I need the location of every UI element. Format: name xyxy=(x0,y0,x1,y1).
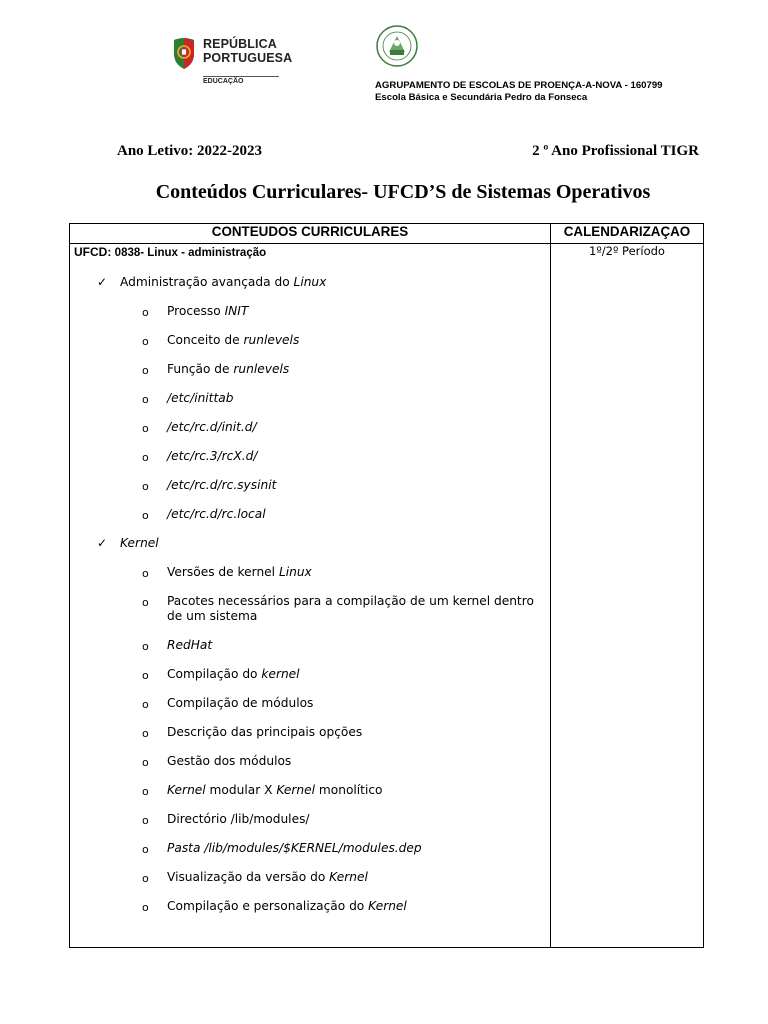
school-seal-icon xyxy=(375,24,419,68)
header-calendar: CALENDARIZAÇAO xyxy=(551,224,704,244)
circle-bullet-icon: o xyxy=(142,509,149,522)
section-title: ✓ Administração avançada do Linux xyxy=(97,275,327,289)
list-item: o Visualização da versão do Kernel xyxy=(142,870,368,885)
header-contents: CONTEUDOS CURRICULARES xyxy=(70,224,551,244)
ufcd-title: UFCD: 0838- Linux - administração xyxy=(74,245,267,259)
list-item: o /etc/rc.3/rcX.d/ xyxy=(142,449,258,464)
circle-bullet-icon: o xyxy=(142,567,149,580)
circle-bullet-icon: o xyxy=(142,669,149,682)
circle-bullet-icon: o xyxy=(142,901,149,914)
school-name: Escola Básica e Secundária Pedro da Fonseca xyxy=(375,92,588,103)
circle-bullet-icon: o xyxy=(142,727,149,740)
circle-bullet-icon: o xyxy=(142,364,149,377)
table-header-row xyxy=(70,224,704,244)
circle-bullet-icon: o xyxy=(142,785,149,798)
circle-bullet-icon: o xyxy=(142,422,149,435)
list-item: o Compilação do kernel xyxy=(142,667,300,682)
school-group-name: AGRUPAMENTO DE ESCOLAS DE PROENÇA-A-NOVA - 160799 xyxy=(375,80,663,91)
list-item: o Pacotes necessários para a compilação de um kernel dentro de um sistema xyxy=(142,594,534,623)
school-info xyxy=(375,80,663,104)
page-title: Conteúdos Curriculares- UFCD’S de Sistemas Operativos xyxy=(155,181,651,203)
school-year: Ano Letivo: 2022-2023 xyxy=(117,143,262,159)
list-item: o Directório /lib/modules/ xyxy=(142,812,310,827)
curriculum-table xyxy=(69,223,704,948)
list-item: o /etc/rc.d/rc.sysinit xyxy=(142,478,277,493)
circle-bullet-icon: o xyxy=(142,451,149,464)
list-item: o /etc/rc.d/init.d/ xyxy=(142,420,257,435)
list-item: o Descrição das principais opções xyxy=(142,725,363,740)
circle-bullet-icon: o xyxy=(142,698,149,711)
checkmark-icon: ✓ xyxy=(97,536,108,550)
list-item: o Processo INIT xyxy=(142,304,249,319)
course-name: 2 º Ano Profissional TIGR xyxy=(532,143,699,159)
list-item: o /etc/inittab xyxy=(142,391,234,406)
circle-bullet-icon: o xyxy=(142,814,149,827)
list-item: o Versões de kernel Linux xyxy=(142,565,312,580)
circle-bullet-icon: o xyxy=(142,843,149,856)
portugal-emblem-icon xyxy=(171,36,197,70)
list-item: o Pasta /lib/modules/$KERNEL/modules.dep xyxy=(142,841,422,856)
circle-bullet-icon: o xyxy=(142,596,149,609)
circle-bullet-icon: o xyxy=(142,756,149,769)
list-item: o RedHat xyxy=(142,638,213,653)
checkmark-icon: ✓ xyxy=(97,275,108,289)
circle-bullet-icon: o xyxy=(142,306,149,319)
section-title: ✓ Kernel xyxy=(97,536,159,550)
list-item: o Compilação de módulos xyxy=(142,696,314,711)
calendar-cell: 1º/2º Período xyxy=(551,244,704,948)
table-row xyxy=(70,244,704,948)
circle-bullet-icon: o xyxy=(142,480,149,493)
circle-bullet-icon: o xyxy=(142,872,149,885)
circle-bullet-icon: o xyxy=(142,335,149,348)
logo-subtitle: EDUCAÇÃO xyxy=(203,76,279,85)
list-item: o Função de runlevels xyxy=(142,362,290,377)
circle-bullet-icon: o xyxy=(142,393,149,406)
contents-cell xyxy=(70,244,551,948)
republica-portuguesa-logo xyxy=(171,34,291,84)
list-item: o Gestão dos módulos xyxy=(142,754,292,769)
circle-bullet-icon: o xyxy=(142,640,149,653)
list-item: o Conceito de runlevels xyxy=(142,333,300,348)
list-item: o Kernel modular X Kernel monolítico xyxy=(142,783,383,798)
list-item: o Compilação e personalização do Kernel xyxy=(142,899,407,914)
logo-text: REPÚBLICA PORTUGUESA xyxy=(203,37,293,65)
list-item: o /etc/rc.d/rc.local xyxy=(142,507,266,522)
